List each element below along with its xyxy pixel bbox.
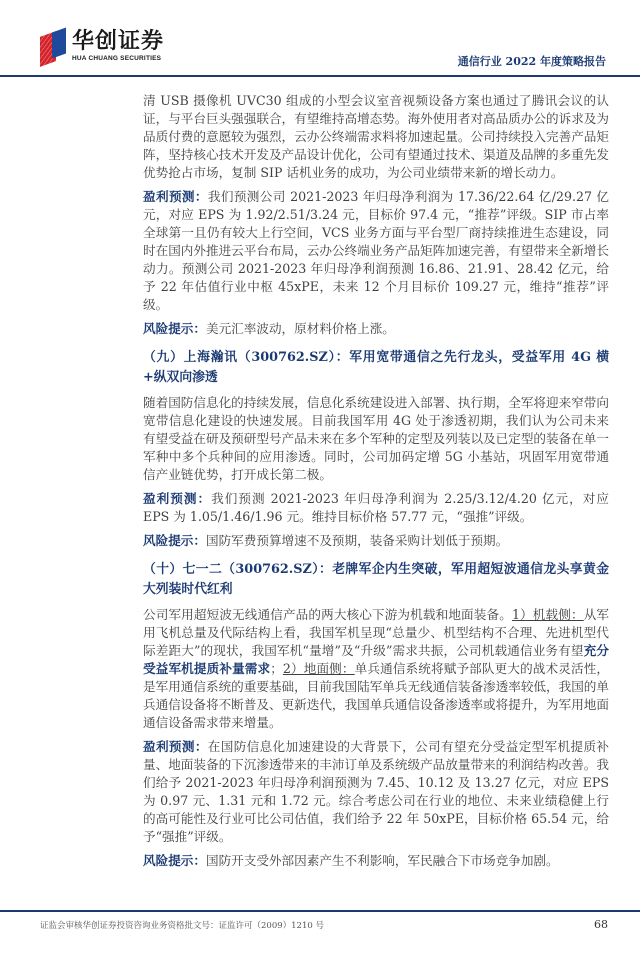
text: ；: [270, 661, 283, 676]
risk-text: 美元汇率波动，原材料价格上涨。: [205, 321, 395, 336]
risk-paragraph: [143, 532, 609, 550]
risk-text: 国防军费预算增速不及预期，装备采购计划低于预期。: [205, 533, 509, 548]
footer: [40, 918, 608, 933]
paragraph: 清 USB 摄像机 UVC30 组成的小型会议室音视频设备方案也通过了腾讯会议的认证，与平台巨头强强联合，有望维持高增态势。海外使用者对高品质办公的诉求及为品质付费的意愿较为强烈，云办公终端需求料将加速起量。公司持续投入完善产品矩阵，坚持核心技术开发及产品设计优化，公司有望通过技术、渠道及品牌的多重先发优势抢占市场，复制 SIP 话机业务的成功，为公司业绩带来新的增长动力。: [143, 93, 609, 180]
underlined-text: 2）地面侧：: [282, 661, 355, 676]
report-title: 通信行业 2022 年度策略报告: [457, 55, 606, 68]
company-logo: [40, 28, 164, 64]
risk-paragraph: [143, 320, 609, 338]
bold-text: 充分受益军机提质补量需求: [143, 643, 609, 676]
forecast-label: 盈利预测：: [143, 189, 208, 204]
header-divider: [0, 75, 640, 77]
forecast-label: 盈利预测：: [143, 491, 212, 506]
forecast-text: 在国防信息化加速建设的大背景下，公司有望充分受益定型军机提质补量、地面装备的下沉渗透带来的丰沛订单及系统级产品放量带来的利润结构改善。我们给予 2021-2023 年归母净利润预测为 7.45、10.12 及 13.27 亿元，对应 EPS 为 0.97 元、1.31 元和 1.72 元。综合考虑公司在行业的地位、未来业绩稳健上行的高可能性及行业可比公司估值，我们给予 22 年 50xPE，目标价格 65.54 元，给予“强推”评级。: [143, 739, 610, 844]
risk-label: 风险提示：: [143, 853, 206, 868]
risk-text: 国防开支受外部因素产生不利影响，军民融合下市场竞争加剧。: [205, 853, 559, 868]
risk-label: 风险提示：: [143, 321, 206, 336]
forecast-paragraph: [143, 490, 609, 526]
logo-cn: 华创证券: [72, 28, 165, 54]
forecast-text: 我们预测公司 2021-2023 年归母净利润为 17.36/22.64 亿/29.27 亿元，对应 EPS 为 1.92/2.51/3.24 元，目标价 97.4 元，“推荐”评级。SIP 市占率全球第一且仍有较大上行空间，VCS 业务方面与平台型厂商持续推进生态建设，同时在国内外推进云平台布局，云办公终端业务产品矩阵加速完善，有望带来全新增长动力。预测公司 2021-2023 年归母净利润预测 16.86、21.91、28.42 亿元，给予 22 年估值行业中枢 45xPE，未来 12 个月目标价 109.27 元，维持“推荐”评级。: [143, 189, 609, 312]
risk-paragraph: [143, 852, 609, 870]
risk-label: 风险提示：: [143, 533, 206, 548]
paragraph: [143, 606, 609, 732]
logo-mark-icon: [40, 28, 66, 64]
document-body: [143, 92, 609, 870]
text: 从军用飞机总量及代际结构上看，我国军机呈现“总量少、机型结构不合理、先进机型代际差距大”的现状，我国军机“量增”及“升级”需求共振，公司机载通信业务有望: [143, 607, 610, 658]
paragraph: 随着国防信息化的持续发展，信息化系统建设进入部署、执行期，全军将迎来窄带向宽带信息化建设的快速发展。目前我国军用 4G 处于渗透初期，我们认为公司未来有望受益在研及预研型号产品未来在多个军种的定型及列装以及已定型的装备在单一军种中多个兵种间的应用渗透。同时，公司加码定增 5G 小基站，巩固军用宽带通信产业链优势，打开成长第二极。: [143, 395, 609, 482]
forecast-paragraph: [143, 188, 609, 314]
footer-divider: [0, 910, 640, 912]
forecast-label: 盈利预测：: [143, 739, 208, 754]
forecast-text: 我们预测 2021-2023 年归母净利润为 2.25/3.12/4.20 亿元，对应 EPS 为 1.05/1.46/1.96 元。维持目标价格 57.77 元，“强推”评级。: [143, 491, 610, 524]
underlined-text: 1）机载侧：: [511, 607, 584, 622]
section-heading-10: （十）七一二（300762.SZ）：老牌军企内生突破，军用超短波通信龙头享黄金大列装时代红利: [143, 562, 609, 597]
logo-en: HUA CHUANG SECURITIES: [72, 54, 162, 62]
forecast-paragraph: [143, 738, 609, 846]
license-text: 证监会审核华创证券投资咨询业务资格批文号：证监许可（2009）1210 号: [40, 920, 324, 931]
text: 公司军用超短波无线通信产品的两大核心下游为机载和地面装备。: [143, 607, 512, 622]
page-number: 68: [594, 917, 608, 931]
text: 单兵通信系统将赋予部队更大的战术灵活性，是军用通信系统的重要基础，目前我国陆军单兵无线通信装备渗透率较低，我国的单兵通信设备将不断普及、更新迭代，我国单兵通信设备渗透率或将提升，为军用地面通信设备需求带来增量。: [143, 661, 610, 730]
section-heading-9: （九）上海瀚讯（300762.SZ）：军用宽带通信之先行龙头，受益军用 4G 横+纵双向渗透: [143, 350, 609, 385]
